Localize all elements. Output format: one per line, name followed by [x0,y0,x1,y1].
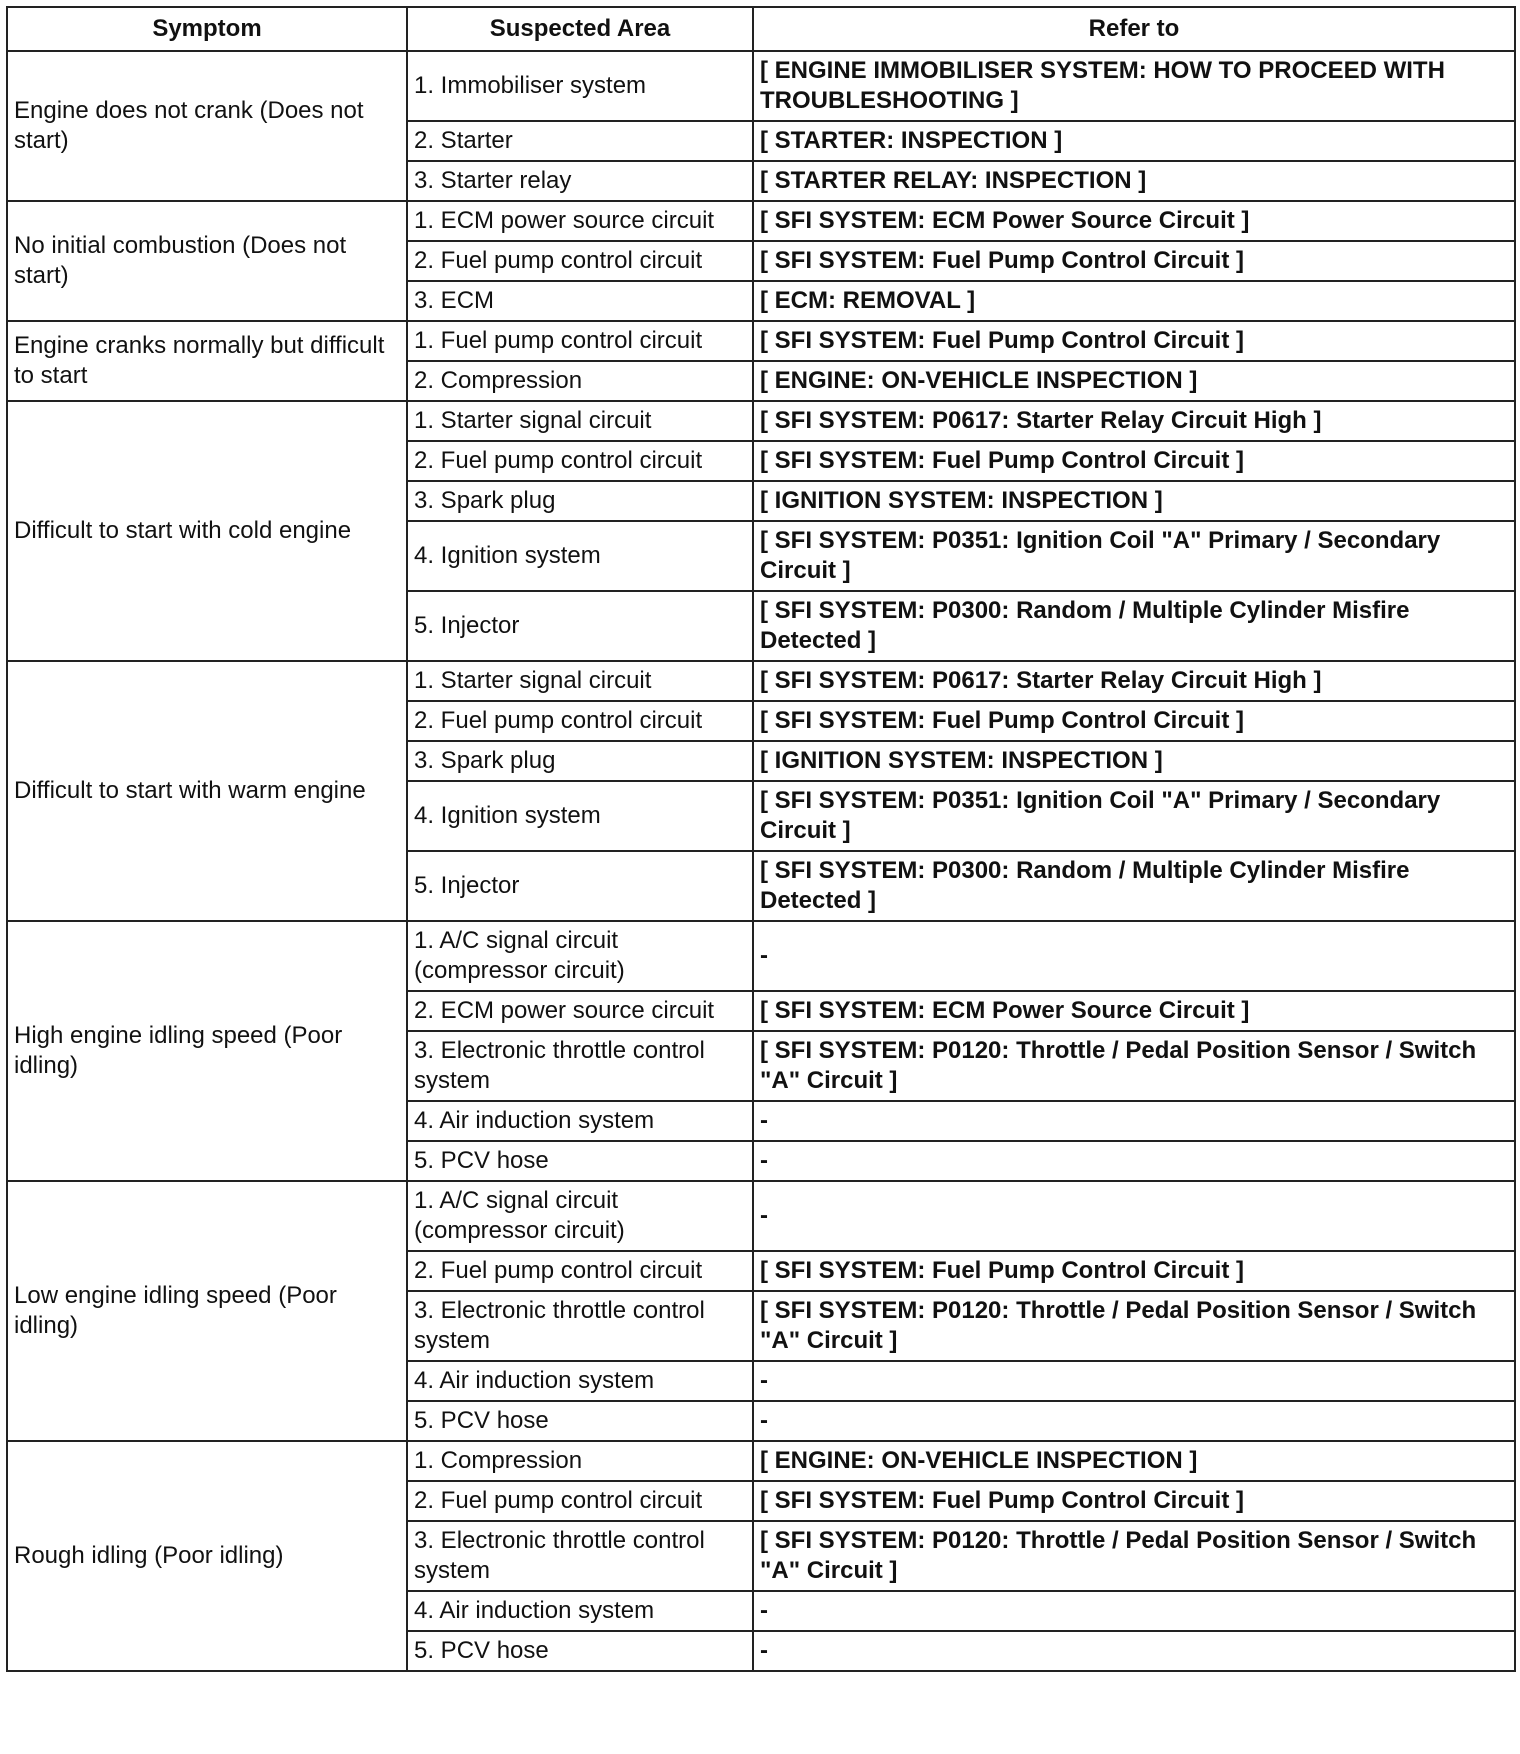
refer-to-cell: [ SFI SYSTEM: P0300: Random / Multiple Cylinder Misfire Detected ] [753,591,1515,661]
table-row [7,661,1515,701]
refer-to-cell: - [753,1401,1515,1441]
suspected-area-cell: 1. Fuel pump control circuit [407,321,753,361]
suspected-area-cell: 4. Air induction system [407,1101,753,1141]
suspected-area-cell: 3. Starter relay [407,161,753,201]
suspected-area-cell: 4. Ignition system [407,521,753,591]
refer-to-cell: [ ENGINE: ON-VEHICLE INSPECTION ] [753,1441,1515,1481]
table-row [7,401,1515,441]
suspected-area-cell: 1. Starter signal circuit [407,661,753,701]
symptom-cell: Engine does not crank (Does not start) [7,51,407,201]
refer-to-cell: [ ENGINE IMMOBILISER SYSTEM: HOW TO PROCEED WITH TROUBLESHOOTING ] [753,51,1515,121]
refer-to-cell: [ SFI SYSTEM: ECM Power Source Circuit ] [753,991,1515,1031]
symptom-cell: Difficult to start with warm engine [7,661,407,921]
refer-to-cell: - [753,1101,1515,1141]
table-row [7,1181,1515,1251]
troubleshooting-table-container [6,6,1516,1672]
table-row [7,51,1515,121]
refer-to-cell: - [753,1631,1515,1671]
suspected-area-cell: 2. Fuel pump control circuit [407,241,753,281]
refer-to-cell: [ IGNITION SYSTEM: INSPECTION ] [753,741,1515,781]
header-suspected-area: Suspected Area [407,7,753,51]
refer-to-cell: [ SFI SYSTEM: P0617: Starter Relay Circuit High ] [753,401,1515,441]
refer-to-cell: [ ECM: REMOVAL ] [753,281,1515,321]
suspected-area-cell: 5. PCV hose [407,1141,753,1181]
symptom-cell: No initial combustion (Does not start) [7,201,407,321]
suspected-area-cell: 2. Fuel pump control circuit [407,701,753,741]
suspected-area-cell: 3. Electronic throttle control system [407,1291,753,1361]
suspected-area-cell: 3. ECM [407,281,753,321]
refer-to-cell: [ SFI SYSTEM: P0120: Throttle / Pedal Position Sensor / Switch "A" Circuit ] [753,1291,1515,1361]
refer-to-cell: [ SFI SYSTEM: Fuel Pump Control Circuit ] [753,441,1515,481]
refer-to-cell: [ SFI SYSTEM: Fuel Pump Control Circuit ] [753,1251,1515,1291]
suspected-area-cell: 1. Compression [407,1441,753,1481]
suspected-area-cell: 4. Air induction system [407,1361,753,1401]
table-header [7,7,1515,51]
refer-to-cell: - [753,1141,1515,1181]
table-body [7,51,1515,1671]
refer-to-cell: [ STARTER: INSPECTION ] [753,121,1515,161]
refer-to-cell: - [753,1181,1515,1251]
suspected-area-cell: 4. Ignition system [407,781,753,851]
suspected-area-cell: 3. Spark plug [407,481,753,521]
suspected-area-cell: 1. ECM power source circuit [407,201,753,241]
suspected-area-cell: 2. Fuel pump control circuit [407,441,753,481]
refer-to-cell: [ SFI SYSTEM: P0351: Ignition Coil "A" Primary / Secondary Circuit ] [753,521,1515,591]
refer-to-cell: [ SFI SYSTEM: ECM Power Source Circuit ] [753,201,1515,241]
suspected-area-cell: 4. Air induction system [407,1591,753,1631]
table-row [7,1441,1515,1481]
refer-to-cell: [ SFI SYSTEM: Fuel Pump Control Circuit ] [753,321,1515,361]
refer-to-cell: [ IGNITION SYSTEM: INSPECTION ] [753,481,1515,521]
suspected-area-cell: 5. Injector [407,591,753,661]
refer-to-cell: [ ENGINE: ON-VEHICLE INSPECTION ] [753,361,1515,401]
symptom-cell: Low engine idling speed (Poor idling) [7,1181,407,1441]
table-row [7,921,1515,991]
symptom-cell: High engine idling speed (Poor idling) [7,921,407,1181]
suspected-area-cell: 2. Compression [407,361,753,401]
refer-to-cell: [ SFI SYSTEM: Fuel Pump Control Circuit ] [753,1481,1515,1521]
suspected-area-cell: 2. ECM power source circuit [407,991,753,1031]
suspected-area-cell: 3. Electronic throttle control system [407,1521,753,1591]
suspected-area-cell: 5. PCV hose [407,1401,753,1441]
header-symptom: Symptom [7,7,407,51]
suspected-area-cell: 2. Starter [407,121,753,161]
suspected-area-cell: 2. Fuel pump control circuit [407,1481,753,1521]
table-row [7,321,1515,361]
refer-to-cell: [ SFI SYSTEM: P0300: Random / Multiple Cylinder Misfire Detected ] [753,851,1515,921]
refer-to-cell: [ SFI SYSTEM: P0120: Throttle / Pedal Position Sensor / Switch "A" Circuit ] [753,1031,1515,1101]
refer-to-cell: [ STARTER RELAY: INSPECTION ] [753,161,1515,201]
refer-to-cell: - [753,921,1515,991]
problem-symptoms-table [6,6,1516,1672]
refer-to-cell: - [753,1361,1515,1401]
suspected-area-cell: 1. A/C signal circuit (compressor circuit) [407,921,753,991]
suspected-area-cell: 1. A/C signal circuit (compressor circuit) [407,1181,753,1251]
table-row [7,201,1515,241]
suspected-area-cell: 2. Fuel pump control circuit [407,1251,753,1291]
header-refer-to: Refer to [753,7,1515,51]
symptom-cell: Engine cranks normally but difficult to start [7,321,407,401]
refer-to-cell: - [753,1591,1515,1631]
refer-to-cell: [ SFI SYSTEM: Fuel Pump Control Circuit ] [753,241,1515,281]
refer-to-cell: [ SFI SYSTEM: P0120: Throttle / Pedal Position Sensor / Switch "A" Circuit ] [753,1521,1515,1591]
header-row [7,7,1515,51]
symptom-cell: Rough idling (Poor idling) [7,1441,407,1671]
suspected-area-cell: 3. Electronic throttle control system [407,1031,753,1101]
suspected-area-cell: 5. Injector [407,851,753,921]
suspected-area-cell: 1. Immobiliser system [407,51,753,121]
refer-to-cell: [ SFI SYSTEM: P0617: Starter Relay Circuit High ] [753,661,1515,701]
refer-to-cell: [ SFI SYSTEM: P0351: Ignition Coil "A" Primary / Secondary Circuit ] [753,781,1515,851]
suspected-area-cell: 3. Spark plug [407,741,753,781]
suspected-area-cell: 5. PCV hose [407,1631,753,1671]
symptom-cell: Difficult to start with cold engine [7,401,407,661]
suspected-area-cell: 1. Starter signal circuit [407,401,753,441]
refer-to-cell: [ SFI SYSTEM: Fuel Pump Control Circuit ] [753,701,1515,741]
